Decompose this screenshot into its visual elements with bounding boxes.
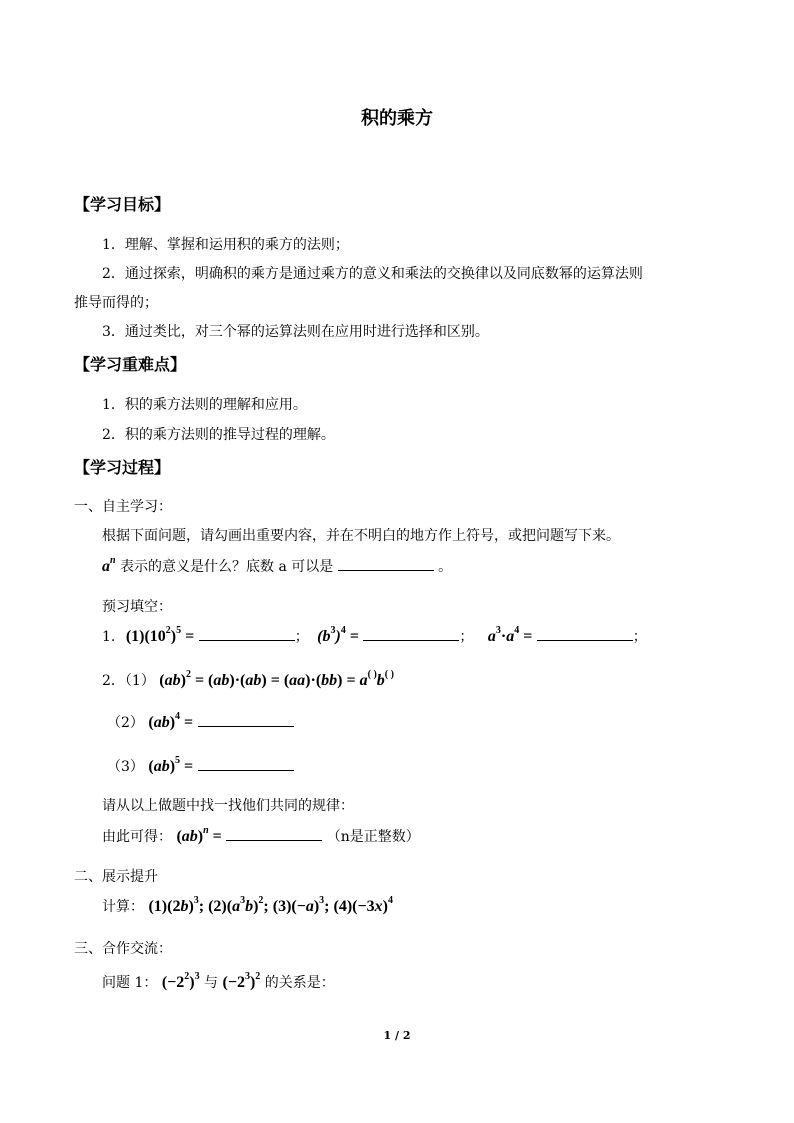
section-heading-goals: 【学习目标】 — [74, 195, 171, 214]
answer-blank[interactable] — [198, 756, 294, 771]
math-expression: (ab)$^n$ = — [176, 825, 222, 845]
preview-item-2-1: 2．（1） (ab)$^2$ = (ab)·(ab) = (aa)·(bb) = a( )b( ) — [102, 669, 394, 689]
goal-item-continued: 推导而得的； — [74, 295, 158, 311]
preview-label: 预习填空： — [102, 599, 172, 615]
answer-blank[interactable] — [537, 626, 633, 641]
math-expression: $(-2^2)^3$ — [161, 971, 200, 991]
key-point-item: 1．积的乘方法则的理解和应用。 — [102, 397, 307, 413]
answer-blank[interactable] — [226, 826, 322, 841]
key-point-item: 2．积的乘方法则的推导过程的理解。 — [102, 427, 335, 443]
page-title: 积的乘方 — [361, 108, 433, 129]
part3-heading: 三、合作交流： — [74, 941, 172, 957]
math-expression: (ab)$^2$ = (ab)·(ab) = (aa)·(bb) = a( )b( ) — [159, 669, 394, 689]
answer-blank[interactable] — [363, 626, 459, 641]
question-1: 问题 1： $(-2^2)^3$ 与 $(-2^3)^2$ 的关系是： — [102, 971, 335, 991]
goal-item: 3．通过类比，对三个幂的运算法则在应用时进行选择和区别。 — [102, 324, 489, 340]
part1-instruction: 根据下面问题，请勾画出重要内容，并在不明白的地方作上符号，或把问题写下来。 — [102, 528, 620, 544]
conclusion-line: 由此可得： (ab)$^n$ = （n是正整数） — [102, 825, 420, 845]
math-a-power-n: $a^n$ — [102, 555, 116, 575]
part1-heading: 一、自主学习： — [74, 499, 172, 515]
math-expression: (ab)$^4$ = — [148, 711, 194, 731]
page-number: 1 / 2 — [383, 1029, 411, 1042]
goal-item: 1．理解、掌握和运用积的乘方的法则； — [102, 237, 349, 253]
answer-blank[interactable] — [198, 712, 294, 727]
answer-blank[interactable] — [338, 556, 434, 571]
math-expression: $a^3\cdot a^4$ = — [487, 625, 533, 645]
math-expression: $(b^3)^4$ = — [317, 625, 359, 645]
question-meaning: $a^n$ 表示的意义是什么？底数 a 可以是 。 — [102, 555, 453, 575]
math-expression: $(1)(10^2)^5$ = — [125, 625, 195, 645]
section-heading-process: 【学习过程】 — [74, 458, 171, 477]
math-expression: (ab)$^5$ = — [148, 755, 194, 775]
preview-item-2-2: （2） (ab)$^4$ = — [107, 712, 294, 732]
find-rule-text: 请从以上做题中找一找他们共同的规律： — [102, 798, 354, 814]
math-expression: $(1)(2b)^3$; $(2)(a^3b)^2$; $(3)(-a)^3$; $(4)(-3x)^4$ — [148, 895, 393, 915]
goal-item: 2．通过探索，明确积的乘方是通过乘方的意义和乘法的交换律以及同底数幂的运算法则 — [102, 266, 643, 282]
section-heading-key-points: 【学习重难点】 — [74, 355, 187, 374]
preview-item-2-3: （3） (ab)$^5$ = — [107, 756, 294, 776]
calc-line: 计算： $(1)(2b)^3$; $(2)(a^3b)^2$; $(3)(-a)^3$; $(4)(-3x)^4$ — [102, 895, 393, 915]
math-expression: $(-2^3)^2$ — [222, 971, 261, 991]
preview-item-1: 1. $(1)(10^2)^5$ = ； $(b^3)^4$ = ； $a^3\cdot a^4$ = ； — [102, 625, 647, 645]
answer-blank[interactable] — [199, 626, 295, 641]
part2-heading: 二、展示提升 — [74, 869, 158, 885]
